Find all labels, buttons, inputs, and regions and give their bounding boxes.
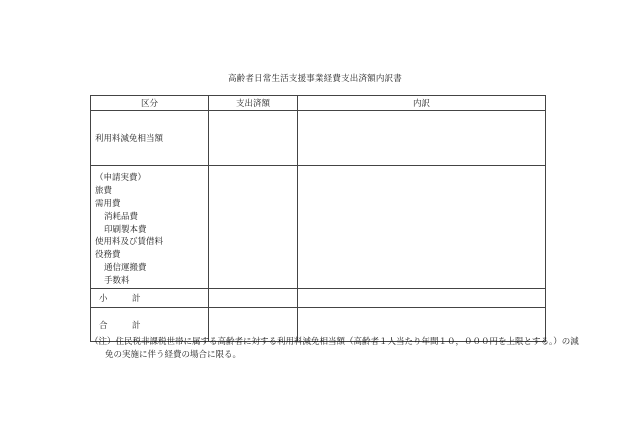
cell-breakdown-subtotal <box>298 289 546 308</box>
expense-breakdown-table <box>90 95 546 342</box>
cell-amount-reduction <box>209 111 298 166</box>
expense-item-list <box>91 166 209 289</box>
header-breakdown: 内訳 <box>298 96 546 111</box>
list-item: 通信運搬費 <box>104 263 147 274</box>
footnote-line-2: 免の実施に伴う経費の場合に限る。 <box>105 350 242 360</box>
table-row-expense-items <box>91 166 546 289</box>
row-label-reduction: 利用料減免相当額 <box>91 111 209 166</box>
cell-breakdown-items <box>298 166 546 289</box>
list-item: 手数料 <box>104 276 130 287</box>
list-item: 使用料及び賃借料 <box>95 237 164 248</box>
list-item: 旅費 <box>95 185 113 196</box>
list-item: 印刷製本費 <box>104 224 147 235</box>
cell-breakdown-reduction <box>298 111 546 166</box>
footnote <box>90 336 580 362</box>
cell-amount-subtotal <box>209 289 298 308</box>
row-label-subtotal: 小 計 <box>91 289 209 308</box>
footnote-line-1: （注）住民税非課税世帯に属する高齢者に対する利用料減免相当額（高齢者１人当たり年間１０，０００円を上限とする。）の減 <box>90 337 579 347</box>
document-title: 高齢者日常生活支援事業経費支出済額内訳書 <box>227 74 402 84</box>
table-row-reduction <box>91 111 546 166</box>
list-item: 消耗品費 <box>104 211 139 222</box>
list-item: 役務費 <box>95 250 121 261</box>
list-item: 需用費 <box>95 198 121 209</box>
table-row-subtotal <box>91 289 546 308</box>
row-label-total: 合 計 <box>91 308 209 342</box>
table-header-row <box>91 96 546 111</box>
cell-amount-items <box>209 166 298 289</box>
list-item: （申請実費） <box>95 173 147 183</box>
header-category: 区分 <box>91 96 209 111</box>
header-amount-paid: 支出済額 <box>209 96 298 111</box>
